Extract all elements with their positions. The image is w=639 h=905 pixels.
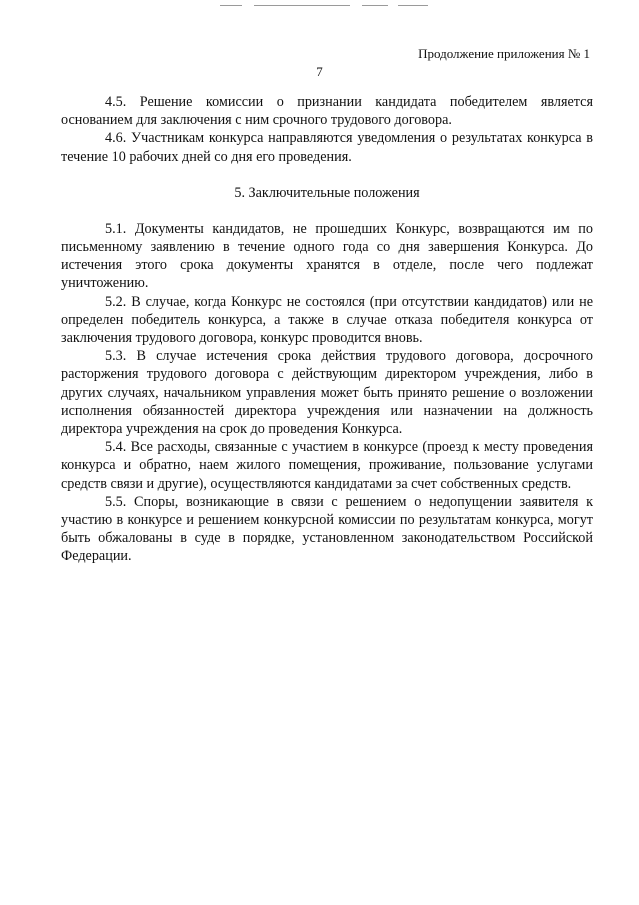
paragraph-5-5: 5.5. Споры, возникающие в связи с решением о недопущении заявителя к участию в конкурсе и решением конкурсной комиссии по результатам конкурса, могут быть обжалованы в суде в порядке, установленном законодательством Российской Федерации.	[61, 493, 593, 565]
paragraph-4-5: 4.5. Решение комиссии о признании кандидата победителем является основанием для заключения с ним срочного трудового договора.	[61, 94, 593, 129]
page-number: 7	[316, 64, 323, 79]
paragraph-5-4: 5.4. Все расходы, связанные с участием в конкурсе (проезд к месту проведения конкурса и обратно, наем жилого помещения, проживание, пользование услугами средств связи и другие), осуществляются кандидатами за счет собственных средств.	[61, 439, 593, 492]
document-body	[61, 93, 593, 566]
paragraph-5-3: 5.3. В случае истечения срока действия трудового договора, досрочного расторжения трудового договора с действующим директором учреждения, либо в других случаях, начальником управления может быть принято решение о возложении исполнения обязанностей директора учреждения или назначении на должность директора учреждения на срок до проведения Конкурса.	[61, 348, 593, 438]
paragraph-4-6: 4.6. Участникам конкурса направляются уведомления о результатах конкурса в течение 10 рабочих дней со дня его проведения.	[61, 130, 593, 165]
appendix-continuation-note: Продолжение приложения № 1	[418, 46, 590, 61]
paragraph-5-2: 5.2. В случае, когда Конкурс не состоялся (при отсутствии кандидатов) или не определен победитель конкурса, а также в случае отказа победителя конкурса от заключения трудового договора, конкурс проводится вновь.	[61, 293, 593, 347]
paragraph-5-1: 5.1. Документы кандидатов, не прошедших Конкурс, возвращаются им по письменному заявлению в течение одного года со дня завершения Конкурса. До истечения этого срока документы хранятся в отделе, после чего подлежат уничтожению.	[61, 220, 593, 292]
scan-artifact-lines	[220, 4, 430, 8]
section-heading-final-provisions: 5. Заключительные положения	[234, 184, 420, 201]
